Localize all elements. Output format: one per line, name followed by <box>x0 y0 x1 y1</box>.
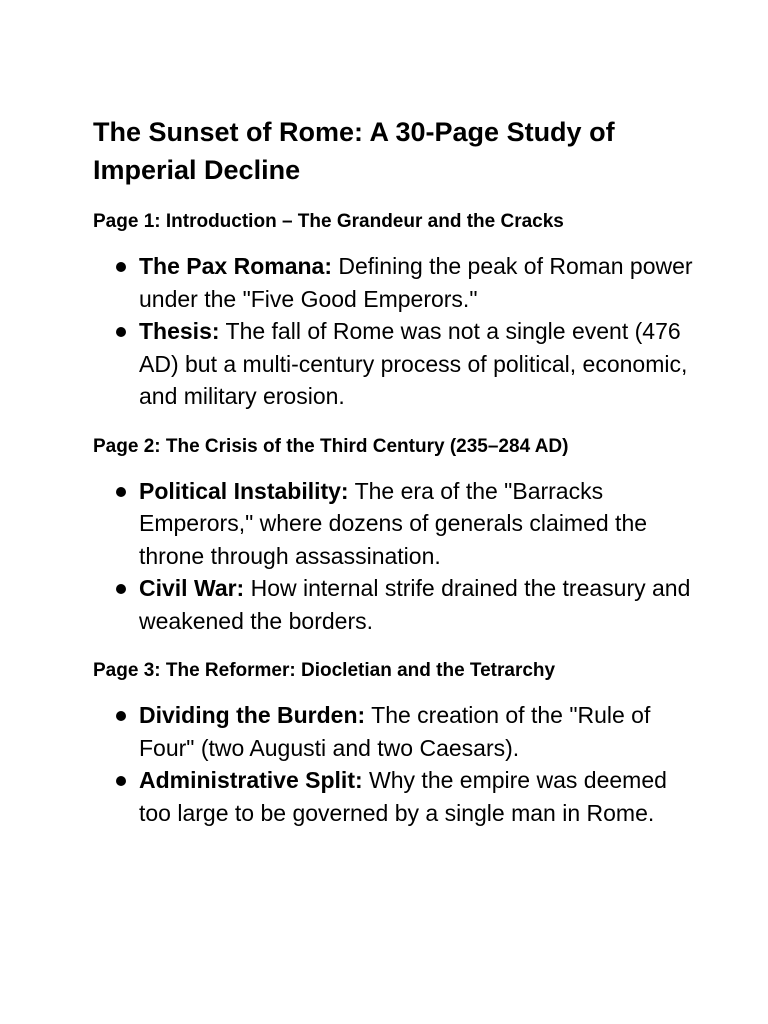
list-item <box>93 572 693 637</box>
section-heading: Page 1: Introduction – The Grandeur and the Cracks <box>93 211 564 232</box>
list-item <box>93 699 693 764</box>
bullet-text: Why the empire was deemed too large to be governed by a single man in Rome. <box>139 767 667 826</box>
bullet-text: The creation of the "Rule of Four" (two Augusti and two Caesars). <box>139 702 651 761</box>
bullet-icon <box>116 327 126 337</box>
section-page-1 <box>93 209 693 413</box>
section-page-3 <box>93 658 693 829</box>
bullet-list <box>93 475 693 638</box>
list-item <box>93 250 693 315</box>
section-page-2 <box>93 434 693 638</box>
bullet-icon <box>116 711 126 721</box>
bullet-term: The Pax Romana: <box>139 253 332 279</box>
list-item <box>93 475 693 573</box>
bullet-icon <box>116 584 126 594</box>
document-body <box>93 113 693 850</box>
section-heading: Page 2: The Crisis of the Third Century (235–284 AD) <box>93 435 569 457</box>
section-heading: Page 3: The Reformer: Diocletian and the Tetrarchy <box>93 660 556 681</box>
document-title: The Sunset of Rome: A 30-Page Study of Imperial Decline <box>93 117 615 185</box>
bullet-list <box>93 699 693 829</box>
bullet-term: Political Instability: <box>139 477 349 504</box>
bullet-icon <box>116 487 126 497</box>
list-item <box>93 315 693 413</box>
bullet-text: The fall of Rome was not a single event (476 AD) but a multi-century process of political, economic, and military erosion. <box>139 318 688 409</box>
bullet-icon <box>116 776 126 786</box>
list-item <box>93 764 693 829</box>
bullet-icon <box>116 262 126 272</box>
bullet-term: Dividing the Burden: <box>139 702 366 728</box>
bullet-text: Defining the peak of Roman power under the "Five Good Emperors." <box>139 253 693 312</box>
bullet-term: Administrative Split: <box>139 767 363 793</box>
bullet-text: How internal strife drained the treasury and weakened the borders. <box>139 575 691 634</box>
bullet-term: Civil War: <box>139 575 245 601</box>
bullet-text: The era of the "Barracks Emperors," where dozens of generals claimed the throne through assassination. <box>139 477 648 569</box>
bullet-list <box>93 250 693 413</box>
bullet-term: Thesis: <box>139 318 220 344</box>
